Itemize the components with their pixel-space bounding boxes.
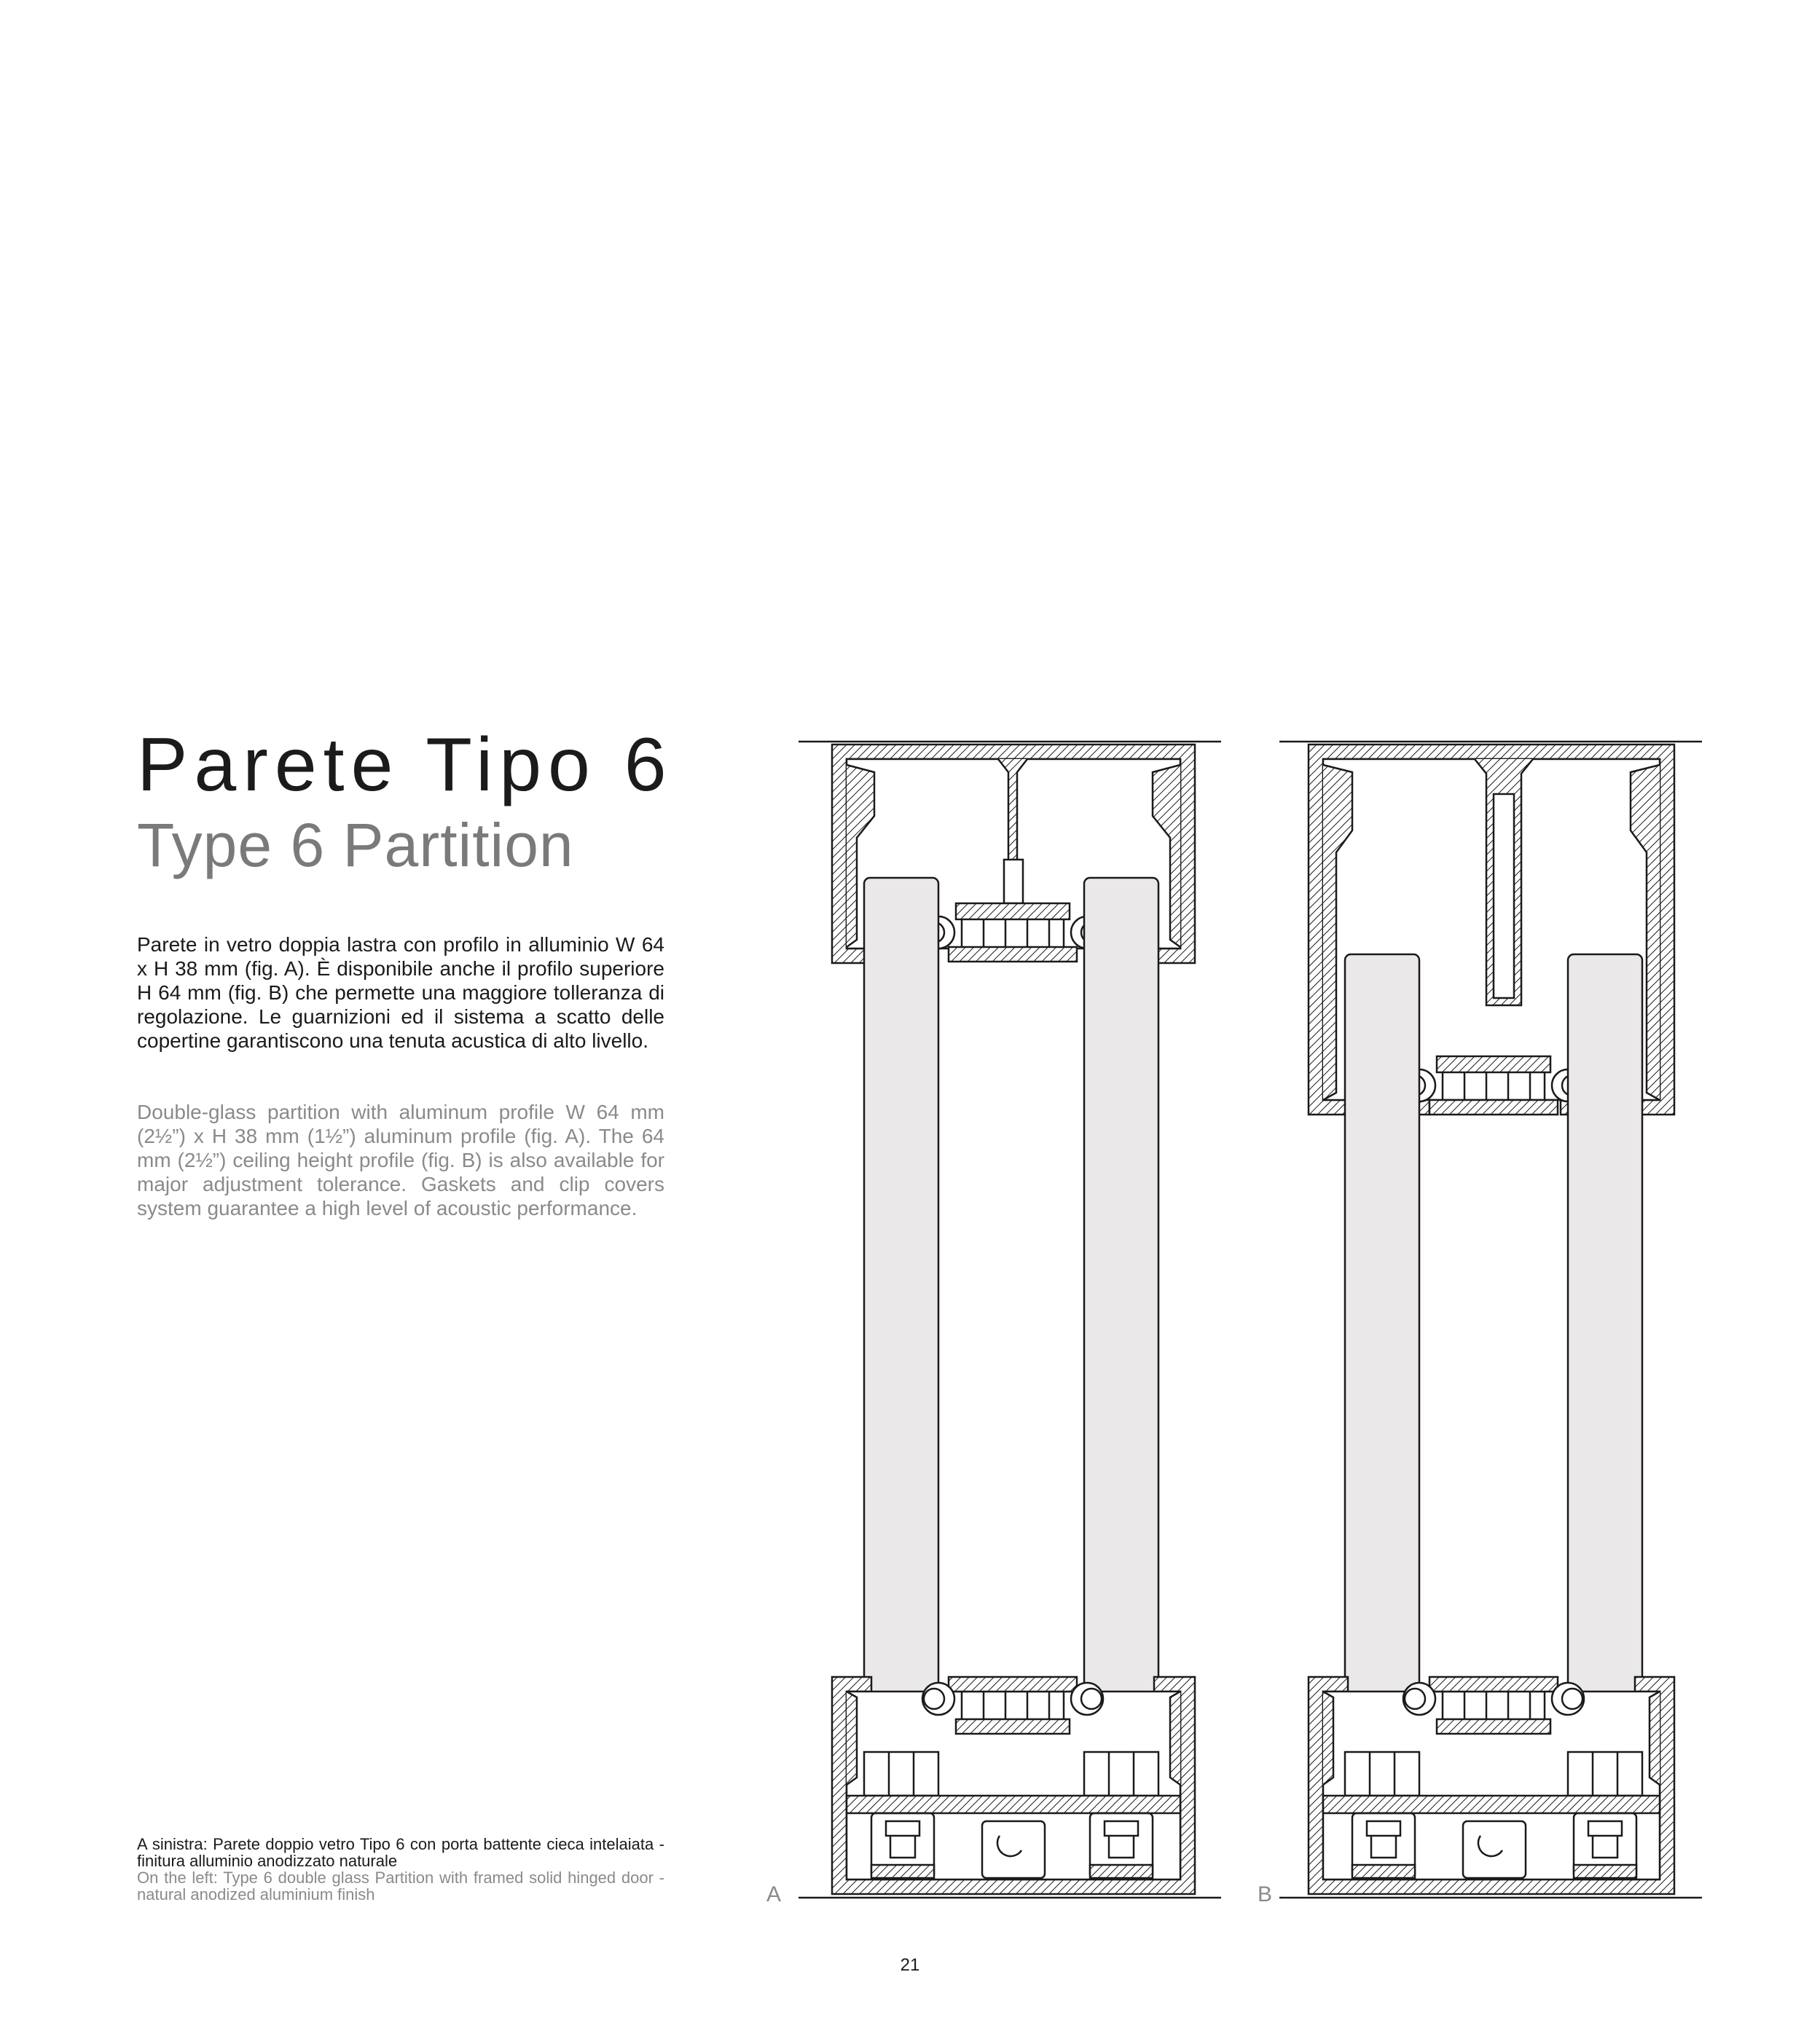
description-english: Double-glass partition with aluminum profile W 64 mm (2½”) x H 38 mm (1½”) aluminum profile (fig. A). The 64 mm (2½”) ceiling height profile (fig. B) is also available for major adjustment tolerance. Gaskets and clip covers system guarantee a high level of acoustic performance. bbox=[137, 1101, 664, 1219]
caption-english: On the left: Type 6 double glass Partition with framed solid hinged door - natural anodized aluminium finish bbox=[137, 1869, 664, 1904]
page-title-english: Type 6 Partition bbox=[137, 811, 574, 879]
bottom-profile-b bbox=[1309, 1677, 1674, 1894]
glass-pane-b-left bbox=[1345, 954, 1419, 1752]
bottom-profile-a bbox=[832, 1677, 1195, 1894]
description-italian: Parete in vetro doppia lastra con profilo in alluminio W 64 x H 38 mm (fig. A). È disponibile anche il profilo superiore H 64 mm (fig. B) che permette una maggiore tolleranza di regolazione. Le guarnizioni ed il sistema a scatto delle copertine garantiscono una tenuta acustica di alto livello. bbox=[137, 933, 664, 1052]
caption-italian: A sinistra: Parete doppio vetro Tipo 6 con porta battente cieca intelaiata - finitura alluminio anodizzato naturale bbox=[137, 1835, 664, 1870]
page-title-italian: Parete Tipo 6 bbox=[137, 723, 673, 807]
glass-pane-a-right bbox=[1084, 878, 1158, 1752]
glass-pane-a-left bbox=[864, 878, 938, 1752]
figure-label-b: B bbox=[1258, 1882, 1273, 1906]
glass-pane-b-right bbox=[1568, 954, 1642, 1752]
page-number: 21 bbox=[900, 1955, 920, 1975]
figure-label-a: A bbox=[766, 1882, 782, 1906]
figure-b-section bbox=[1279, 742, 1702, 1898]
figure-a-section bbox=[799, 742, 1221, 1898]
